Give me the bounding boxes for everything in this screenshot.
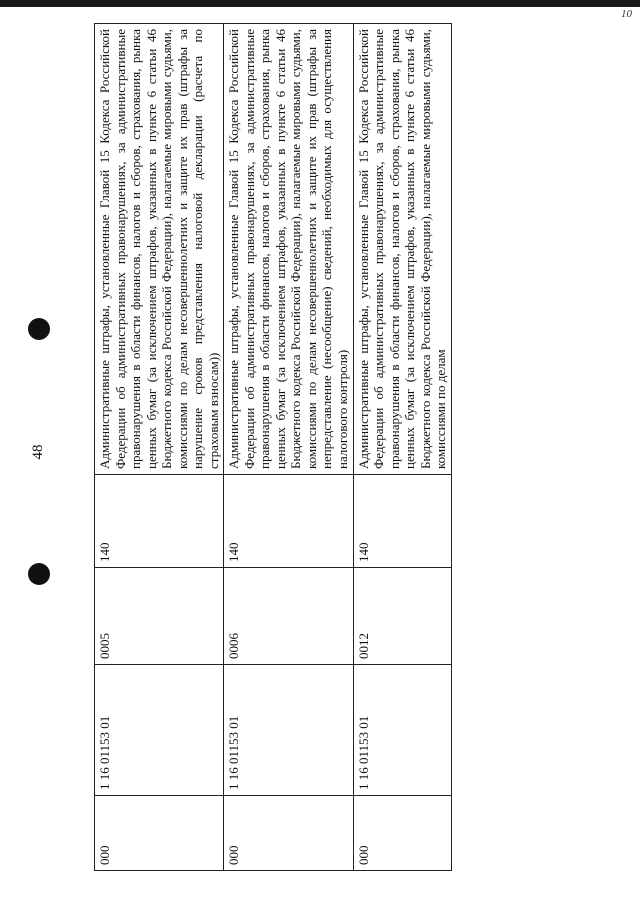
table-row: [353, 24, 451, 871]
admin-code-cell: 000: [224, 796, 353, 871]
subcode-cell: 140: [353, 475, 451, 568]
subtype-cell: 0012: [353, 568, 451, 665]
description-cell: Административные штрафы, установленные Главой 15 Кодекса Российской Федерации об административных правонарушениях, за административные правонарушения в области финансов, налогов и сборов, страхования, рынка ценных бумаг (за исключением штрафов, указанных в пункте 6 статьи 46 Бюджетного кодекса Российской Федерации), налагаемые мировыми судьями, комиссиями по делам несовершеннолетних и защите их прав (штрафы за нарушение сроков представления налоговой декларации (расчета по страховым взносам)): [95, 24, 224, 475]
table-row: [95, 24, 224, 871]
scan-border: [0, 0, 640, 7]
kbk-cell: 1 16 01153 01: [224, 665, 353, 796]
admin-code-cell: 000: [95, 796, 224, 871]
subtype-cell: 0005: [95, 568, 224, 665]
table-row: [224, 24, 353, 871]
admin-code-cell: 000: [353, 796, 451, 871]
kbk-cell: 1 16 01153 01: [353, 665, 451, 796]
subtype-cell: 0006: [224, 568, 353, 665]
description-cell: Административные штрафы, установленные Главой 15 Кодекса Российской Федерации об административных правонарушениях, за административные правонарушения в области финансов, налогов и сборов, страхования, рынка ценных бумаг (за исключением штрафов, указанных в пункте 6 статьи 46 Бюджетного кодекса Российской Федерации), налагаемые мировыми судьями, комиссиями по делам несовершеннолетних и защите их прав (штрафы за непредставление (несообщение) сведений, необходимых для осуществления налогового контроля): [224, 24, 353, 475]
page-number: 48: [30, 444, 46, 460]
budget-code-table: [94, 23, 452, 871]
kbk-cell: 1 16 01153 01: [95, 665, 224, 796]
subcode-cell: 140: [224, 475, 353, 568]
corner-handwritten-mark: 10: [621, 8, 632, 20]
description-cell: Административные штрафы, установленные Главой 15 Кодекса Российской Федерации об административных правонарушениях, за административные правонарушения в области финансов, налогов и сборов, страхования, рынка ценных бумаг (за исключением штрафов, указанных в пункте 6 статьи 46 Бюджетного кодекса Российской Федерации), налагаемые мировыми судьями, комиссиями по делам: [353, 24, 451, 475]
subcode-cell: 140: [95, 475, 224, 568]
punch-hole-top: [28, 318, 50, 340]
punch-hole-bottom: [28, 563, 50, 585]
